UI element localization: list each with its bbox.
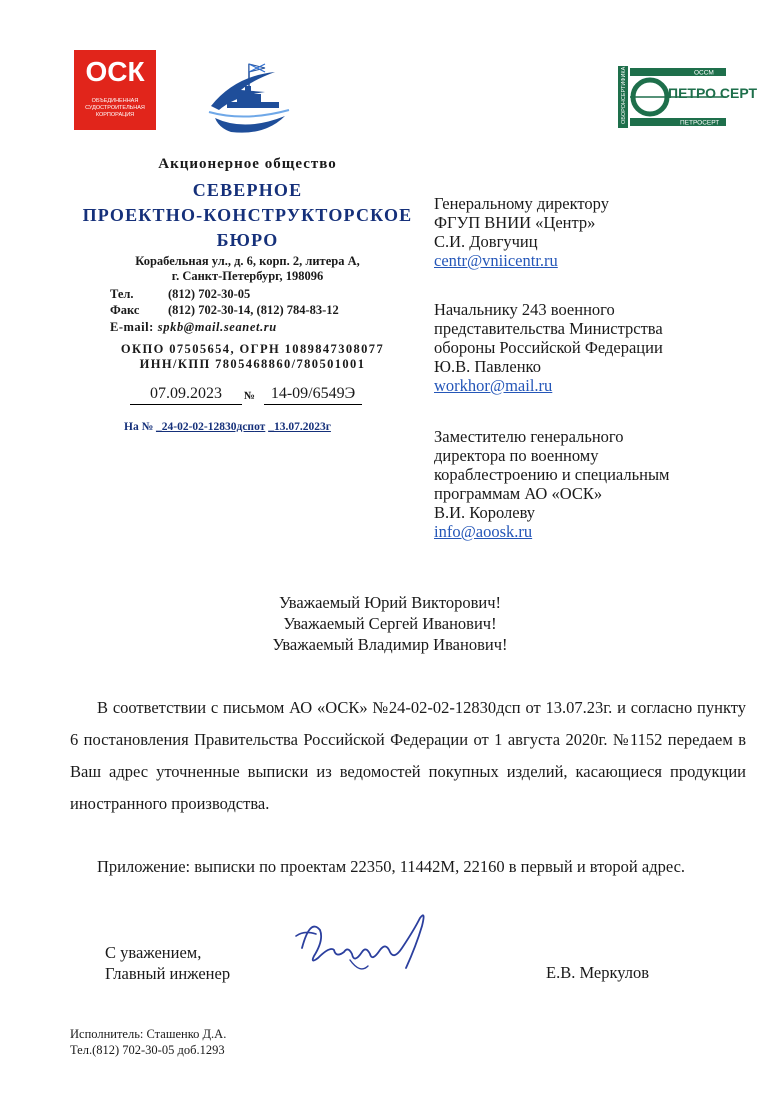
reply-reference: [124, 421, 331, 433]
body-paragraph-main: В соответствии с письмом АО «ОСК» №24-02-02-12830дсп от 13.07.23г. и согласно пункту 6 постановления Правительства Российской Федерации от 1 августа 2020г. №1152 передаем в Ваш адрес уточненные выписки из ведомостей покупных изделий, касающиеся продукции иностранного производства.: [70, 698, 746, 813]
number-sign: №: [244, 390, 256, 402]
addressee-line: Ю.В. Павленко: [434, 357, 541, 376]
addressee-2: [434, 300, 734, 395]
contact-phone: [110, 287, 250, 302]
email-value: spkb@mail.seanet.ru: [157, 320, 277, 334]
phone-value: (812) 702-30-05: [168, 287, 251, 301]
email-label: E-mail:: [110, 320, 154, 334]
reply-number: _24-02-02-12830дсп: [156, 421, 255, 433]
contact-fax: [110, 303, 339, 318]
addressee-line: Начальнику 243 военного: [434, 300, 615, 319]
registry-codes-line1: ОКПО 07505654, ОГРН 1089847308077: [120, 342, 385, 356]
addressee-line: обороны Российской Федерации: [434, 338, 663, 357]
cert-top-text: ОССМ: [694, 69, 714, 77]
registry-codes-line2: ИНН/КПП 7805468860/780501001: [139, 357, 366, 371]
executor-name: Исполнитель: Сташенко Д.А.: [70, 1027, 227, 1041]
executor-phone: Тел.(812) 702-30-05 доб.1293: [70, 1043, 225, 1057]
addressee-line: ФГУП ВНИИ «Центр»: [434, 213, 596, 232]
organization-name-line3: БЮРО: [216, 230, 279, 250]
addressee-line: С.И. Довгучиц: [434, 232, 538, 251]
addressee-email-link[interactable]: workhor@mail.ru: [434, 376, 553, 395]
addressee-line: В.И. Королеву: [434, 503, 536, 522]
closing-phrase: С уважением,: [105, 943, 202, 962]
letter-date: 07.09.2023: [130, 385, 242, 405]
addressee-3: [434, 427, 734, 541]
addressee-line: представительства Министрства: [434, 319, 663, 338]
fax-label: Факс: [110, 303, 140, 317]
organization-type: Акционерное общество: [158, 156, 337, 172]
addressee-1: [434, 194, 734, 270]
addressee-line: директора по военному: [434, 446, 599, 465]
signer-position: Главный инженер: [105, 964, 231, 983]
cert-bottom-text: ПЕТРОСЕРТ: [680, 119, 720, 127]
addressee-line: кораблестроению и специальным: [434, 465, 670, 484]
organization-address-line2: г. Санкт-Петербург, 198096: [171, 269, 324, 283]
cert-main-text: ПЕТРО СЕРТ: [668, 85, 758, 101]
organization-name-line2: ПРОЕКТНО-КОНСТРУКТОРСКОЕ: [82, 205, 413, 225]
handwritten-signature: [290, 908, 440, 978]
contact-email: [110, 320, 277, 335]
osk-logo-abbr: ОСК: [85, 56, 145, 87]
salutation-line: Уважаемый Юрий Викторович!: [278, 593, 502, 612]
fax-value: (812) 702-30-14, (812) 784-83-12: [168, 303, 339, 317]
signature-block: [105, 942, 230, 984]
letter-number: 14-09/6549Э: [264, 385, 362, 405]
organization-name-line1: СЕВЕРНОЕ: [192, 180, 303, 200]
addressee-line: Заместителю генерального: [434, 427, 624, 446]
osk-logo: [74, 50, 156, 130]
addressee-email-link[interactable]: centr@vniicentr.ru: [434, 251, 558, 270]
organization-address-line1: Корабельная ул., д. 6, корп. 2, литера А,: [135, 254, 360, 268]
reply-mid: от: [254, 421, 266, 433]
osk-logo-fullname: ОБЪЕДИНЕННАЯ СУДОСТРОИТЕЛЬНАЯ КОРПОРАЦИЯ: [85, 98, 145, 118]
salutation-line: Уважаемый Владимир Иванович!: [272, 635, 508, 654]
phone-label: Тел.: [110, 287, 134, 301]
salutation-line: Уважаемый Сергей Иванович!: [283, 614, 497, 633]
spkb-ship-logo: [205, 62, 291, 136]
reply-date: _13.07.2023г: [268, 421, 331, 433]
body-paragraph-attachment: Приложение: выписки по проектам 22350, 11442М, 22160 в первый и второй адрес.: [97, 857, 686, 876]
addressee-line: Генеральному директору: [434, 194, 609, 213]
signer-name: Е.В. Меркулов: [546, 963, 650, 982]
addressee-line: программам АО «ОСК»: [434, 484, 603, 503]
petrosert-certification-logo: [618, 66, 758, 128]
addressee-email-link[interactable]: info@aoosk.ru: [434, 522, 533, 541]
cert-side-text: ОБОРОНСЕРТИФИКА: [621, 66, 627, 124]
reply-prefix: На №: [124, 421, 154, 433]
